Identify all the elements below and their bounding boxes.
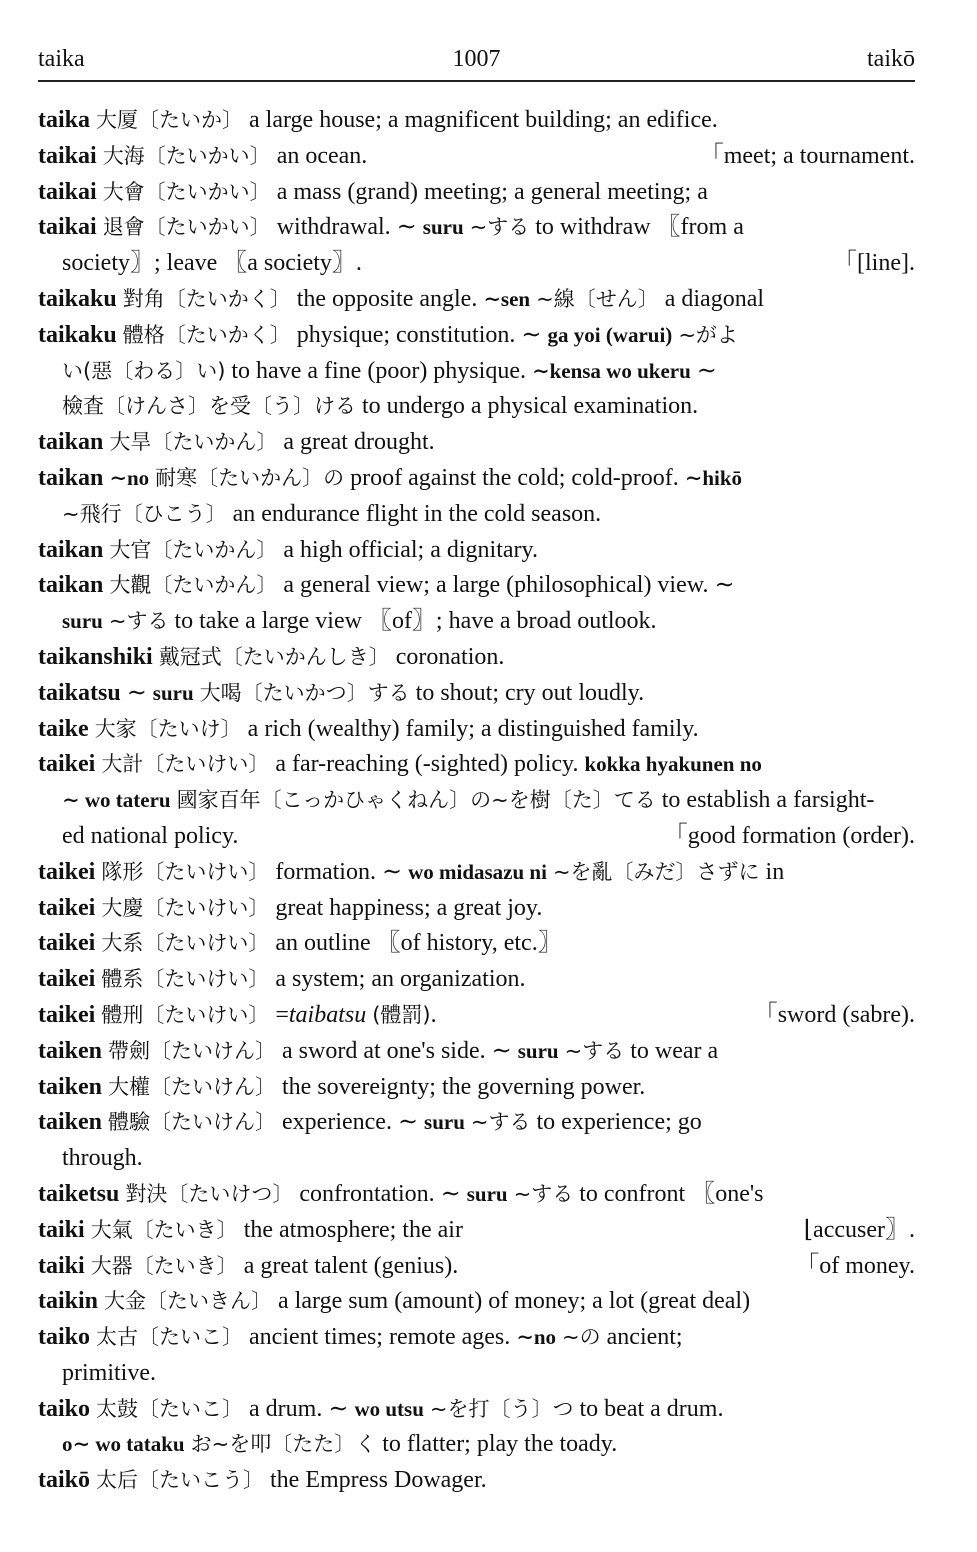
runover-text: 「of money.: [795, 1252, 915, 1279]
definition-text: to establish a farsight-: [655, 787, 875, 814]
romaji-phrase: ga yoi (warui): [547, 322, 673, 347]
japanese-text: ∼の: [562, 1325, 601, 1350]
definition-text: a sword at one's side. ∼: [276, 1037, 518, 1064]
definition-text: a mass (grand) meeting; a general meeting; a: [270, 178, 708, 205]
headword: taikei: [38, 1001, 96, 1028]
entry-text: [62, 246, 362, 282]
japanese-text: 戴冠式〔たいかんしき〕: [158, 644, 390, 669]
headword: taikaku: [38, 321, 117, 348]
entry-line: [38, 533, 915, 569]
definition-text: a high official; a dignitary.: [277, 536, 538, 563]
japanese-text: お∼を叩〔たた〕く: [190, 1432, 377, 1457]
entry-line: [38, 175, 915, 211]
romaji-phrase: suru: [422, 215, 464, 240]
definition-text: a general view; a large (philosophical) view. ∼: [277, 572, 735, 599]
definition-text: great happiness; a great joy.: [269, 894, 543, 921]
definition-text: primitive.: [62, 1359, 156, 1386]
romaji-phrase: ∼no: [516, 1325, 557, 1350]
japanese-text: ∼する: [564, 1038, 625, 1063]
entry-text: [38, 1177, 764, 1213]
entry-line: [38, 1392, 915, 1428]
entry-line: [38, 1141, 915, 1177]
entry-text: [38, 425, 435, 461]
headword: taikei: [38, 894, 96, 921]
definition-text: experience. ∼: [276, 1109, 425, 1136]
definition-text: ancient;: [600, 1324, 683, 1351]
japanese-text: 體系〔たいけい〕: [101, 967, 270, 992]
japanese-text: 大計〔たいけい〕: [101, 752, 270, 777]
headword: taiki: [38, 1252, 85, 1279]
entry-text: [38, 1284, 750, 1320]
entry-line: [38, 1320, 915, 1356]
definition-text: to confront 〖one's: [573, 1180, 764, 1207]
entry-text: [62, 389, 698, 425]
japanese-text: 太古〔たいこ〕: [96, 1325, 244, 1350]
romaji-phrase: wo utsu: [354, 1396, 424, 1421]
running-head-right: taikō: [867, 46, 915, 72]
entry-text: [62, 1427, 617, 1463]
entry-line: [38, 712, 915, 748]
japanese-text: ∼する: [108, 609, 169, 634]
headword: taikei: [38, 751, 96, 778]
entry-line: [38, 1356, 915, 1392]
headword: taiken: [38, 1037, 103, 1064]
japanese-text: い(惡〔わる〕い): [62, 358, 226, 383]
entry-text: [62, 604, 657, 640]
entry-text: [38, 1070, 645, 1106]
romaji-phrase: ∼sen: [483, 286, 531, 311]
definition-text: an ocean.: [270, 142, 368, 169]
headword: taika: [38, 107, 91, 133]
entry-text: [38, 747, 762, 783]
definition-text: ∼: [120, 679, 153, 706]
headword: taiko: [38, 1324, 91, 1351]
definition-text: to take a large view 〖of〗; have a broad outlook.: [168, 608, 657, 635]
headword: taiko: [38, 1395, 91, 1422]
entry-line: [38, 210, 915, 246]
definition-text: ∼: [690, 357, 717, 384]
definition-text: a large house; a magnificent building; an edifice.: [243, 107, 718, 133]
japanese-text: 隊形〔たいけい〕: [101, 859, 270, 884]
entry-text: [38, 926, 562, 962]
japanese-text: 體驗〔たいけん〕: [108, 1110, 277, 1135]
entry-text: [38, 855, 784, 891]
entry-line: [38, 1034, 915, 1070]
entry-line: [38, 1427, 915, 1463]
japanese-text: 大厦〔たいか〕: [96, 108, 244, 132]
headword: taiken: [38, 1109, 103, 1136]
entry-line: [38, 676, 915, 712]
japanese-text: 大旱〔たいかん〕: [109, 430, 278, 455]
entry-text: [38, 891, 542, 927]
japanese-text: 國家百年〔こっかひゃくねん〕の∼を樹〔た〕てる: [176, 788, 656, 813]
definition-text: a great drought.: [277, 429, 435, 456]
entry-line: [38, 1070, 915, 1106]
entry-text: [38, 568, 735, 604]
japanese-text: 大官〔たいかん〕: [109, 537, 278, 562]
entry-text: [38, 1392, 723, 1428]
entry-text: [38, 1320, 683, 1356]
headword: taikanshiki: [38, 643, 153, 670]
entry-line: [38, 1213, 915, 1249]
entry-text: [38, 712, 699, 748]
entry-text: [38, 1463, 487, 1499]
definition-text: an outline 〖of history, etc.〗: [269, 930, 562, 957]
japanese-text: 太后〔たいこう〕: [96, 1468, 265, 1493]
japanese-text: 大金〔たいきん〕: [104, 1289, 273, 1314]
runover-text: 「meet; a tournament.: [699, 142, 915, 169]
definition-text: to have a fine (poor) physique.: [225, 357, 532, 384]
headword: taikai: [38, 178, 97, 205]
romaji-phrase: suru: [62, 609, 103, 634]
definition-text: to flatter; play the toady.: [376, 1431, 618, 1458]
entry-text: [38, 998, 437, 1034]
japanese-text: ∼する: [470, 1110, 531, 1135]
entry-text: [38, 1034, 718, 1070]
entry-text: [62, 1356, 156, 1392]
entry-line: [38, 282, 915, 318]
entry-line: [38, 855, 915, 891]
definition-text: =: [269, 1001, 289, 1028]
japanese-text: (體罰): [372, 1002, 431, 1027]
entry-line: [38, 1463, 915, 1499]
romaji-phrase: ∼hikō: [684, 465, 743, 490]
definition-text: the Empress Dowager.: [264, 1467, 487, 1494]
definition-text: to experience; go: [530, 1109, 702, 1136]
definition-text: a rich (wealthy) family; a distinguished family.: [241, 715, 699, 742]
japanese-text: ∼を打〔う〕つ: [429, 1396, 574, 1421]
entry-text: [38, 1105, 702, 1141]
romaji-phrase: ∼no: [109, 465, 150, 490]
japanese-text: 大會〔たいかい〕: [102, 179, 271, 204]
entry-text: [38, 210, 744, 246]
japanese-text: 檢査〔けんさ〕を受〔う〕ける: [62, 394, 356, 419]
entry-text: [38, 282, 764, 318]
definition-text: a large sum (amount) of money; a lot (great deal): [272, 1288, 751, 1315]
japanese-text: 對決〔たいけつ〕: [125, 1181, 294, 1206]
page-header: [38, 46, 915, 82]
entry-line: [38, 1105, 915, 1141]
headword: taiki: [38, 1216, 85, 1243]
japanese-text: 大喝〔たいかつ〕する: [199, 680, 410, 705]
definition-text: a drum. ∼: [243, 1395, 355, 1422]
romaji-phrase: kokka hyakunen no: [584, 752, 762, 777]
japanese-text: 體格〔たいかく〕: [122, 322, 291, 347]
page-number: 1007: [452, 46, 501, 72]
definition-text: to wear a: [624, 1037, 719, 1064]
headword: taikan: [38, 536, 104, 563]
headword: taikai: [38, 142, 97, 169]
entry-line: [38, 962, 915, 998]
entry-text: [38, 676, 644, 712]
entry-line: [38, 783, 915, 819]
runover-text: 「[line].: [833, 250, 915, 277]
entry-line: [38, 246, 915, 282]
japanese-text: ∼する: [469, 215, 530, 240]
definition-text: to undergo a physical examination.: [356, 393, 699, 420]
headword: taiken: [38, 1073, 103, 1100]
runover-text: ⌊accuser〗.: [803, 1216, 915, 1243]
headword: taike: [38, 715, 89, 742]
romaji-phrase: ∼kensa wo ukeru: [531, 358, 691, 383]
definition-text: through.: [62, 1145, 143, 1172]
definition-text: a great talent (genius).: [237, 1252, 459, 1279]
definition-text: ancient times; remote ages.: [243, 1324, 517, 1351]
italic-ref: taibatsu: [288, 1001, 367, 1028]
definition-text: a system; an organization.: [269, 966, 526, 993]
japanese-text: 帶劍〔たいけん〕: [108, 1038, 277, 1063]
entry-line: [38, 640, 915, 676]
definition-text: to beat a drum.: [573, 1395, 724, 1422]
headword: taikan: [38, 572, 104, 599]
definition-text: physique; constitution. ∼: [290, 321, 548, 348]
dictionary-entries: [38, 103, 915, 1499]
definition-text: .: [430, 1001, 437, 1028]
entry-line: [38, 389, 915, 425]
entry-text: [38, 103, 718, 139]
japanese-text: ∼を亂〔みだ〕さずに: [552, 859, 760, 884]
japanese-text: ∼線〔せん〕: [536, 286, 659, 311]
japanese-text: 大氣〔たいき〕: [90, 1217, 238, 1242]
romaji-phrase: suru: [466, 1181, 508, 1206]
headword: taikei: [38, 858, 96, 885]
romaji-phrase: ∼ wo tateru: [62, 788, 171, 813]
headword: taikei: [38, 966, 96, 993]
romaji-phrase: suru: [152, 680, 194, 705]
japanese-text: 大家〔たいけ〕: [94, 716, 242, 741]
romaji-phrase: o∼ wo tataku: [62, 1432, 185, 1457]
headword: taiketsu: [38, 1180, 120, 1207]
entry-line: [38, 604, 915, 640]
entry-line: [38, 1177, 915, 1213]
entry-line: [38, 354, 915, 390]
headword: taikai: [38, 214, 97, 241]
japanese-text: 耐寒〔たいかん〕の: [155, 465, 345, 490]
entry-line: [38, 425, 915, 461]
definition-text: to shout; cry out loudly.: [409, 679, 645, 706]
entry-text: [62, 819, 238, 855]
definition-text: the atmosphere; the air: [237, 1216, 463, 1243]
entry-line: [38, 461, 915, 497]
headword: taikei: [38, 930, 96, 957]
definition-text: withdrawal. ∼: [270, 214, 423, 241]
japanese-text: 退會〔たいかい〕: [102, 215, 271, 240]
definition-text: the opposite angle.: [290, 285, 484, 312]
romaji-phrase: suru: [424, 1110, 465, 1135]
entry-line: [38, 926, 915, 962]
entry-text: [62, 354, 717, 390]
definition-text: the sovereignty; the governing power.: [276, 1073, 646, 1100]
entry-line: [38, 998, 915, 1034]
entry-text: [62, 497, 601, 533]
japanese-text: 大權〔たいけん〕: [108, 1074, 277, 1099]
headword: taikaku: [38, 285, 117, 312]
entry-line: [38, 103, 915, 139]
entry-text: [38, 175, 708, 211]
entry-line: [38, 1249, 915, 1285]
entry-text: [38, 1213, 463, 1249]
definition-text: in: [759, 858, 785, 885]
entry-text: [38, 533, 538, 569]
definition-text: a diagonal: [658, 285, 765, 312]
runover-text: 「good formation (order).: [663, 822, 915, 849]
japanese-text: 體刑〔たいけい〕: [101, 1002, 270, 1027]
definition-text: proof against the cold; cold-proof.: [344, 464, 685, 491]
japanese-text: 大慶〔たいけい〕: [101, 895, 270, 920]
headword: taikan: [38, 429, 104, 456]
entry-line: [38, 891, 915, 927]
headword: taikin: [38, 1288, 99, 1315]
runover-text: 「sword (sabre).: [753, 1001, 915, 1028]
definition-text: coronation.: [389, 643, 505, 670]
headword: taikatsu: [38, 679, 121, 706]
japanese-text: ∼する: [513, 1181, 574, 1206]
romaji-phrase: wo midasazu ni: [408, 859, 547, 884]
definition-text: to withdraw 〖from a: [529, 214, 744, 241]
entry-text: [38, 318, 738, 354]
entry-text: [38, 139, 367, 175]
entry-line: [38, 819, 915, 855]
entry-text: [62, 1141, 143, 1177]
entry-line: [38, 318, 915, 354]
definition-text: formation. ∼: [269, 858, 409, 885]
entry-text: [38, 962, 526, 998]
japanese-text: 大海〔たいかい〕: [102, 143, 271, 168]
entry-text: [38, 640, 504, 676]
entry-line: [38, 747, 915, 783]
japanese-text: 太鼓〔たいこ〕: [96, 1396, 244, 1421]
definition-text: confrontation. ∼: [293, 1180, 467, 1207]
headword: taikō: [38, 1467, 91, 1494]
romaji-phrase: suru: [517, 1038, 559, 1063]
definition-text: an endurance flight in the cold season.: [226, 500, 602, 527]
entry-text: [38, 1249, 458, 1285]
japanese-text: 大器〔たいき〕: [90, 1253, 238, 1278]
japanese-text: 大系〔たいけい〕: [101, 931, 270, 956]
entry-line: [38, 139, 915, 175]
entry-line: [38, 497, 915, 533]
japanese-text: ∼がよ: [678, 322, 738, 347]
japanese-text: 大觀〔たいかん〕: [109, 573, 278, 598]
entry-text: [62, 783, 874, 819]
definition-text: society〗; leave 〖a society〗.: [62, 250, 362, 277]
headword: taikan: [38, 464, 104, 491]
japanese-text: 對角〔たいかく〕: [122, 286, 291, 311]
definition-text: a far-reaching (-sighted) policy.: [269, 751, 585, 778]
entry-line: [38, 1284, 915, 1320]
running-head-left: taika: [38, 46, 85, 72]
entry-text: [38, 461, 742, 497]
japanese-text: ∼飛行〔ひこう〕: [62, 501, 227, 526]
entry-line: [38, 568, 915, 604]
definition-text: ed national policy.: [62, 822, 239, 849]
